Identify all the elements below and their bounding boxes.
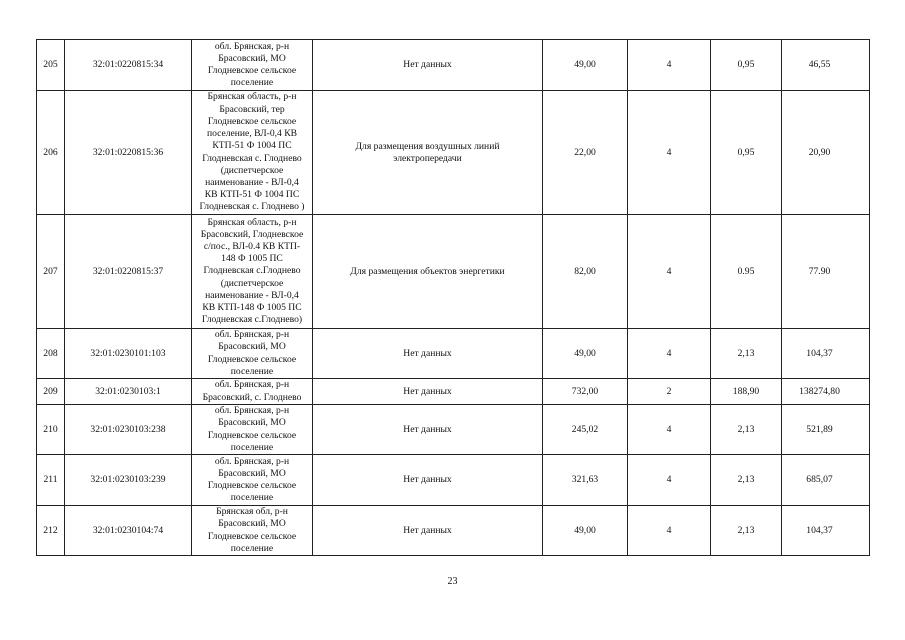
address-line: КВ КТП-51 Ф 1004 ПС <box>204 189 300 201</box>
address-line: наименование - ВЛ-0,4 <box>205 176 299 188</box>
purpose-cell <box>313 329 543 379</box>
cadastral-number-cell: 32:01:0230103:1 <box>65 379 192 405</box>
row-number-cell: 208 <box>37 329 65 379</box>
group-cell: 4 <box>628 91 711 215</box>
address-line: поселение <box>230 365 274 377</box>
address-cell <box>192 40 313 91</box>
table-row <box>37 506 870 556</box>
purpose-line: электропередачи <box>393 152 462 164</box>
group-cell: 4 <box>628 506 711 556</box>
rate-cell: 188,90 <box>711 379 782 405</box>
area-cell: 49,00 <box>543 506 628 556</box>
area-cell: 732,00 <box>543 379 628 405</box>
value-cell: 104,37 <box>782 329 870 379</box>
row-number-cell: 210 <box>37 405 65 455</box>
area-cell: 22,00 <box>543 91 628 215</box>
address-line: поселение <box>230 542 274 554</box>
address-line: (диспетчерское <box>220 164 284 176</box>
table-row <box>37 40 870 91</box>
purpose-line: Нет данных <box>403 59 452 70</box>
address-line: наименование - ВЛ-0,4 <box>205 289 299 301</box>
purpose-line: Для размещения объектов энергетики <box>350 265 505 277</box>
area-cell: 82,00 <box>543 215 628 329</box>
address-line: Глодневское сельское <box>207 480 297 491</box>
value-cell: 104,37 <box>782 506 870 556</box>
table-row <box>37 455 870 506</box>
purpose-cell <box>313 40 543 91</box>
address-line: с/пос., ВЛ-0.4 КВ КТП- <box>203 240 301 252</box>
table-row <box>37 379 870 405</box>
address-line: Глодневское сельское <box>207 530 297 542</box>
purpose-line: Для размещения воздушных линий <box>355 140 500 152</box>
rate-cell: 2,13 <box>711 405 782 455</box>
value-cell: 77.90 <box>782 215 870 329</box>
value-cell: 20,90 <box>782 91 870 215</box>
purpose-cell <box>313 506 543 556</box>
address-line: Глодневская с. Глоднево <box>202 152 302 164</box>
value-cell: 685,07 <box>782 455 870 506</box>
address-line: Брянская обл, р-н <box>216 506 288 518</box>
address-cell <box>192 91 313 215</box>
address-line: Брасовский, МО <box>218 417 286 429</box>
address-line: 148 Ф 1005 ПС <box>221 253 283 265</box>
address-line: Глодневское сельское <box>207 353 297 365</box>
purpose-line: Нет данных <box>403 423 452 435</box>
group-cell: 2 <box>628 379 711 405</box>
address-line: обл. Брянская, р-н <box>214 405 290 417</box>
address-line: Брасовский, с. Глоднево <box>202 391 302 403</box>
cadastral-number-cell: 32:01:0230103:238 <box>65 405 192 455</box>
table-row <box>37 215 870 329</box>
address-line: Глодневская с. Глоднево ) <box>199 201 305 213</box>
cadastral-number-cell: 32:01:0220815:36 <box>65 91 192 215</box>
address-line: поселение <box>230 441 274 453</box>
rate-cell: 0,95 <box>711 40 782 91</box>
address-line: поселение <box>230 77 274 89</box>
area-cell: 321,63 <box>543 455 628 506</box>
purpose-cell <box>313 405 543 455</box>
table-row <box>37 405 870 455</box>
address-line: Глодневское сельское <box>207 65 297 76</box>
address-line: Брасовский, МО <box>218 467 286 479</box>
address-line: Брасовский, Глодневское <box>200 228 304 240</box>
purpose-cell <box>313 215 543 329</box>
rate-cell: 2,13 <box>711 329 782 379</box>
rate-cell: 0.95 <box>711 215 782 329</box>
row-number-cell: 212 <box>37 506 65 556</box>
purpose-cell <box>313 455 543 506</box>
address-line: КТП-51 Ф 1004 ПС <box>212 140 292 152</box>
purpose-line: Нет данных <box>403 347 452 359</box>
purpose-cell <box>313 379 543 405</box>
row-number-cell: 205 <box>37 40 65 91</box>
purpose-cell <box>313 91 543 215</box>
group-cell: 4 <box>628 215 711 329</box>
cadastral-number-cell: 32:01:0230101:103 <box>65 329 192 379</box>
group-cell: 4 <box>628 405 711 455</box>
address-cell <box>192 329 313 379</box>
address-line: поселение, ВЛ-0,4 КВ <box>206 128 298 140</box>
address-line: поселение <box>230 492 274 504</box>
row-number-cell: 206 <box>37 91 65 215</box>
address-line: (диспетчерское <box>220 277 284 289</box>
address-line: обл. Брянская, р-н <box>214 379 290 391</box>
address-line: Глодневская с.Глоднево) <box>201 314 303 326</box>
address-line: Глодневская с.Глоднево <box>203 265 301 277</box>
rate-cell: 2,13 <box>711 506 782 556</box>
rate-cell: 0,95 <box>711 91 782 215</box>
cadastral-number-cell: 32:01:0220815:37 <box>65 215 192 329</box>
address-line: Брасовский, тер <box>219 103 285 115</box>
table-row <box>37 91 870 215</box>
purpose-line: Нет данных <box>403 385 452 397</box>
address-line: Брянская область, р-н <box>207 91 297 103</box>
cadastral-number-cell: 32:01:0230103:239 <box>65 455 192 506</box>
address-line: Глодневское сельское <box>207 429 297 441</box>
address-line: КВ КТП-148 Ф 1005 ПС <box>202 302 302 313</box>
address-line: обл. Брянская, р-н <box>214 329 290 341</box>
rate-cell: 2,13 <box>711 455 782 506</box>
group-cell: 4 <box>628 40 711 91</box>
table-row <box>37 329 870 379</box>
address-line: Брасовский, МО <box>218 341 286 353</box>
address-line: обл. Брянская, р-н <box>214 40 290 52</box>
table-body <box>37 40 870 556</box>
address-cell <box>192 215 313 329</box>
address-cell <box>192 379 313 405</box>
cadastral-number-cell: 32:01:0220815:34 <box>65 40 192 91</box>
address-line: Брасовский, МО <box>218 518 286 530</box>
group-cell: 4 <box>628 329 711 379</box>
address-line: Брянская область, р-н <box>207 216 297 228</box>
address-line: Глодневское сельское <box>207 115 297 127</box>
page-number: 23 <box>447 576 458 587</box>
area-cell: 49,00 <box>543 329 628 379</box>
address-line: обл. Брянская, р-н <box>214 455 290 467</box>
row-number-cell: 207 <box>37 215 65 329</box>
area-cell: 49,00 <box>543 40 628 91</box>
group-cell: 4 <box>628 455 711 506</box>
row-number-cell: 209 <box>37 379 65 405</box>
value-cell: 138274,80 <box>782 379 870 405</box>
value-cell: 46,55 <box>782 40 870 91</box>
row-number-cell: 211 <box>37 455 65 506</box>
address-cell <box>192 506 313 556</box>
address-line: Брасовский, МО <box>218 52 286 64</box>
address-cell <box>192 405 313 455</box>
purpose-line: Нет данных <box>403 524 452 536</box>
address-cell <box>192 455 313 506</box>
purpose-line: Нет данных <box>403 474 452 485</box>
land-plots-table <box>36 39 870 556</box>
cadastral-number-cell: 32:01:0230104:74 <box>65 506 192 556</box>
value-cell: 521,89 <box>782 405 870 455</box>
area-cell: 245,02 <box>543 405 628 455</box>
